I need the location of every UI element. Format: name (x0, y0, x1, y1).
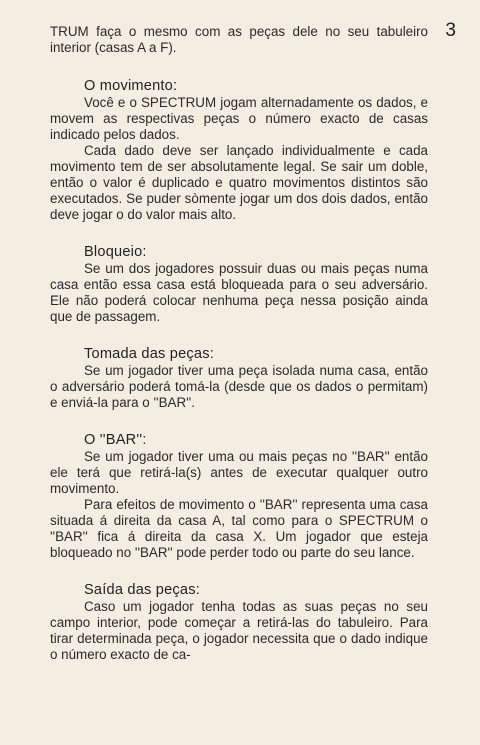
section-title: O movimento: (84, 78, 178, 94)
intro-paragraph: TRUM faça o mesmo com as peças dele no seu tabuleiro interior (casas A a F). (50, 24, 428, 55)
section-title: Bloqueio: (84, 244, 147, 260)
section-movement (50, 78, 428, 223)
section-title: O ''BAR'': (84, 432, 147, 448)
section-paragraph: Você e o SPECTRUM jogam alternadamente os dados, e movem as respectivas peças o número exacto de casas indicado pelos dados. (50, 95, 428, 142)
section-paragraph: Se um jogador tiver uma ou mais peças no ''BAR'' então ele terá que retirá-la(s) antes de executar qualquer outro movimento. (50, 449, 428, 496)
section-title: Tomada das peças: (84, 346, 214, 362)
section-paragraph: Caso um jogador tenha todas as suas peças no seu campo interior, pode começar a retirá-las do tabuleiro. Para tirar determinada peça, o jogador necessita que o dado indique o número exacto de ca- (50, 599, 428, 662)
section-capture (50, 346, 428, 411)
section-paragraph: Cada dado deve ser lançado individualmente e cada movimento tem de ser absolutamente legal. Se sair um doble, então o valor é duplicado e quatro movimentos distintos são executados. Se puder sòmente jogar um dos dois dados, então deve jogar o do valor mais alto. (50, 143, 428, 222)
section-blocking (50, 244, 428, 325)
page-number: 3 (445, 20, 456, 41)
section-bearing-off (50, 582, 428, 663)
section-title: Saída das peças: (84, 582, 200, 598)
section-paragraph: Se um dos jogadores possuir duas ou mais peças numa casa então essa casa está bloqueada para o seu adversário. Ele não poderá colocar nenhuma peça nessa posição ainda que de passagem. (50, 261, 428, 324)
section-paragraph: Para efeitos de movimento o ''BAR'' representa uma casa situada á direita da casa A, tal como para o SPECTRUM o ''BAR'' fica á direita da casa X. Um jogador que esteja bloqueado no ''BAR'' pode perder todo ou parte do seu lance. (50, 497, 428, 560)
section-bar (50, 432, 428, 561)
section-paragraph: Se um jogador tiver uma peça isolada numa casa, então o adversário poderá tomá-la (desde que os dados o permitam) e enviá-la para o ''BAR''. (50, 363, 428, 410)
